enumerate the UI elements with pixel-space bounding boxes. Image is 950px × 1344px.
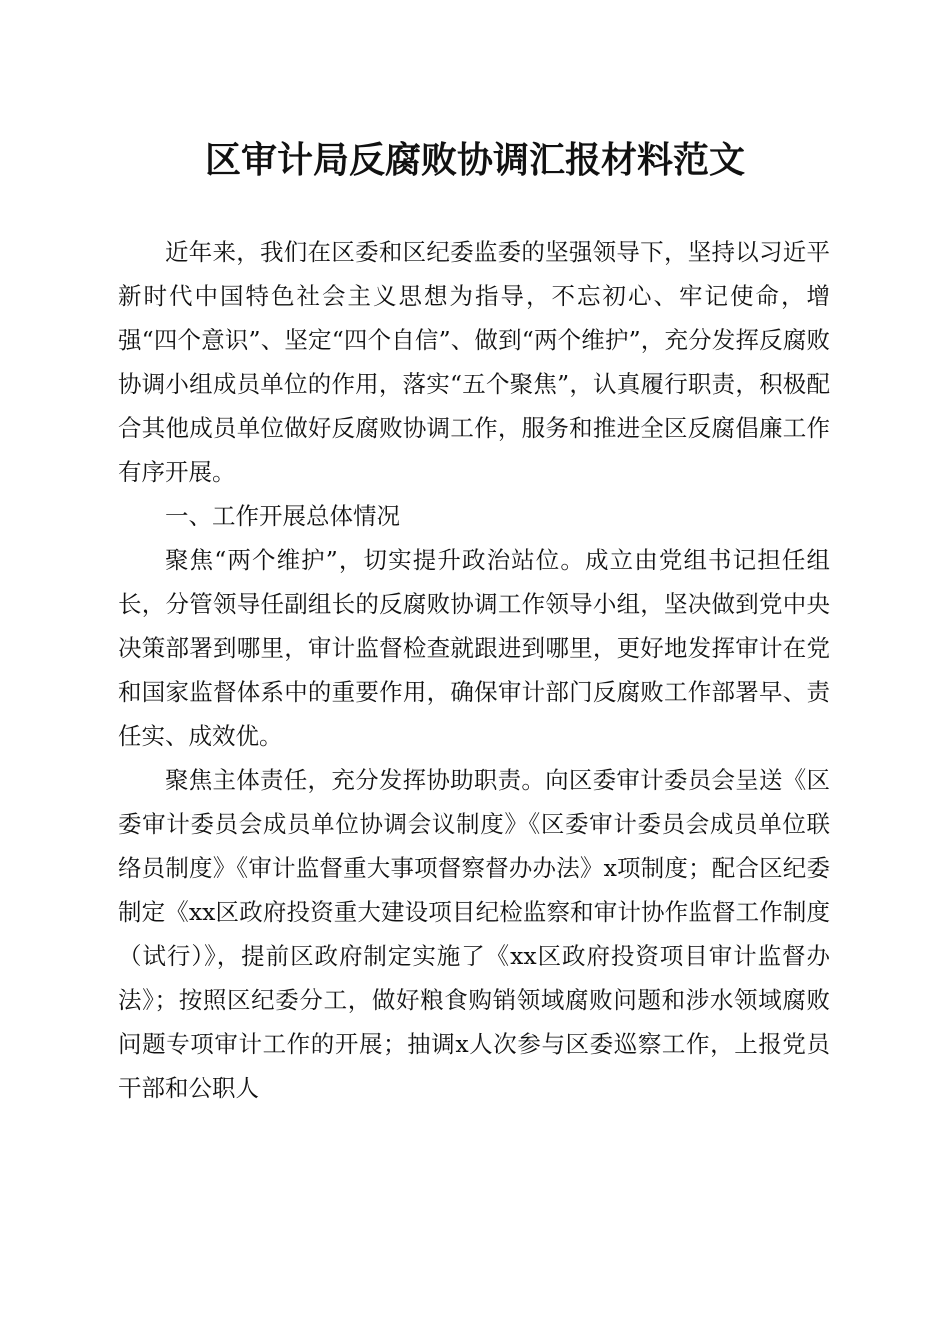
intro-paragraph: 近年来，我们在区委和区纪委监委的坚强领导下，坚持以习近平新时代中国特色社会主义思想为指导，不忘初心、牢记使命，增强“四个意识”、坚定“四个自信”、做到“两个维护”，充分发挥反腐败协调小组成员单位的作用，落实“五个聚焦”，认真履行职责，积极配合其他成员单位做好反腐败协调工作，服务和推进全区反腐倡廉工作有序开展。 <box>118 238 830 486</box>
section-paragraph-2: 聚焦主体责任，充分发挥协助职责。向区委审计委员会呈送《区委审计委员会成员单位协调会议制度》《区委审计委员会成员单位联络员制度》《审计监督重大事项督察督办办法》x项制度；配合区纪委制定《xx区政府投资重大建设项目纪检监察和审计协作监督工作制度（试行）》，提前区政府制定实施了《xx区政府投资项目审计监督办法》；按照区纪委分工，做好粮食购销领域腐败问题和涉水领域腐败问题专项审计工作的开展；抽调x人次参与区委巡察工作，上报党员干部和公职人 <box>118 766 830 1102</box>
section-paragraph-1: 聚焦“两个维护”，切实提升政治站位。成立由党组书记担任组长，分管领导任副组长的反腐败协调工作领导小组，坚决做到党中央决策部署到哪里，审计监督检查就跟进到哪里，更好地发挥审计在党和国家监督体系中的重要作用，确保审计部门反腐败工作部署早、责任实、成效优。 <box>118 546 830 750</box>
section-heading: 一、工作开展总体情况 <box>165 502 400 530</box>
document-body <box>118 230 830 1110</box>
document-title: 区审计局反腐败协调汇报材料范文 <box>204 139 745 181</box>
